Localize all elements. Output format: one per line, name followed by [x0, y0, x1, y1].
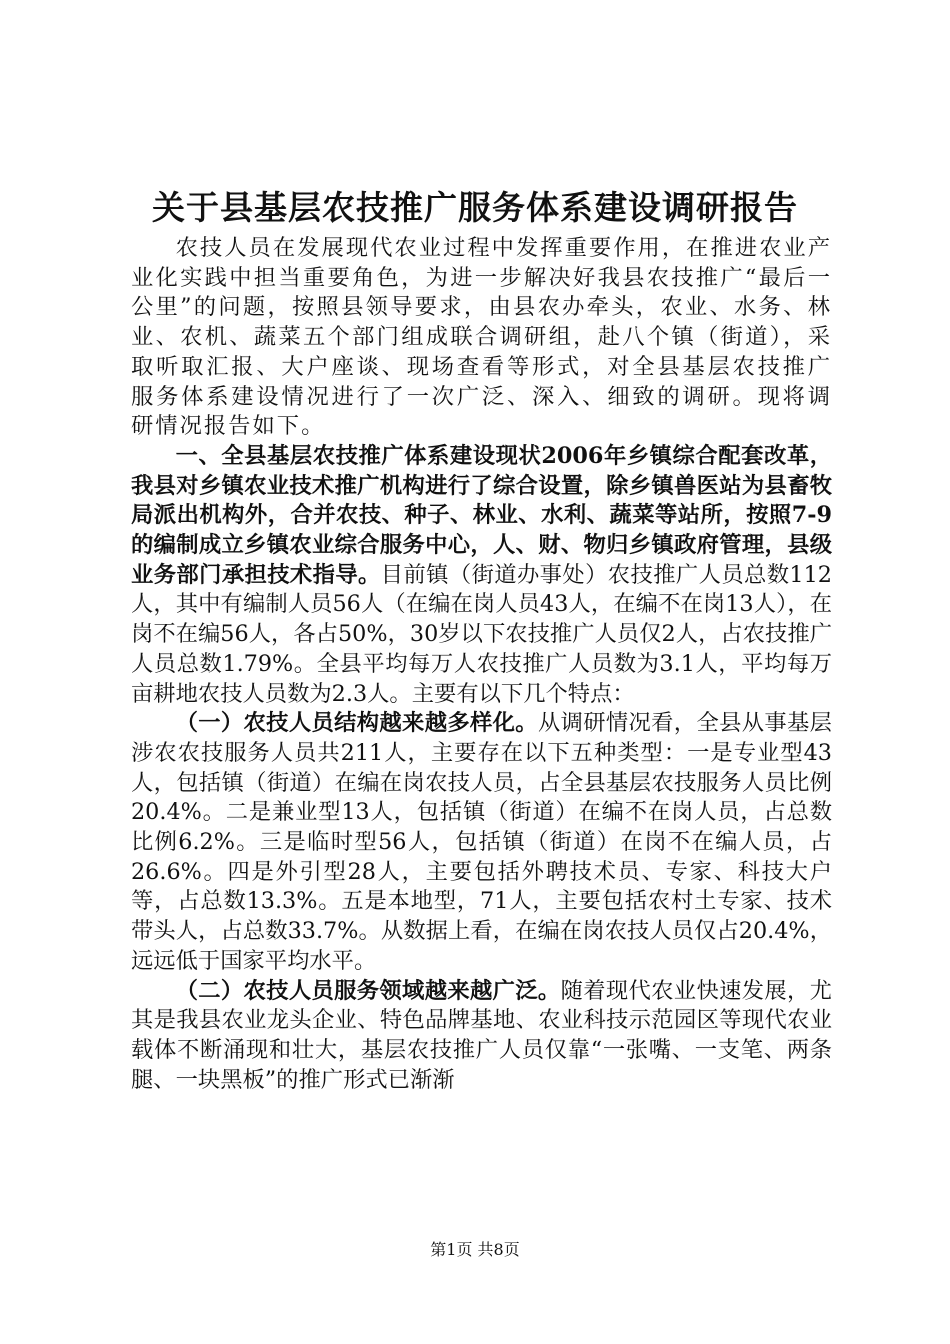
- document-body: [131, 234, 832, 1095]
- point1-paragraph: [131, 709, 832, 976]
- section1-paragraph: [131, 442, 832, 709]
- point1-heading: （一）农技人员结构越来越多样化。: [175, 710, 538, 737]
- intro-paragraph: 农技人员在发展现代农业过程中发挥重要作用，在推进农业产业化实践中担当重要角色，为进一步解决好我县农技推广“最后一公里”的问题，按照县领导要求，由县农办牵头，农业、水务、林业、农机、蔬菜五个部门组成联合调研组，赴八个镇（街道），采取听取汇报、大户座谈、现场查看等形式，对全县基层农技推广服务体系建设情况进行了一次广泛、深入、细致的调研。现将调研情况报告如下。: [131, 235, 832, 440]
- section1-text: 目前镇（街道办事处）农技推广人员总数112人，其中有编制人员56人（在编在岗人员43人，在编不在岗13人），在岗不在编56人，各占50%，30岁以下农技推广人员仅2人，占农技推广人员总数1.79%。全县平均每万人农技推广人员数为3.1人，平均每万亩耕地农技人员数为2.3人。主要有以下几个特点：: [131, 561, 832, 707]
- point2-heading: （二）农技人员服务领域越来越广泛。: [175, 977, 561, 1004]
- document-title: 关于县基层农技推广服务体系建设调研报告: [152, 188, 798, 227]
- point2-paragraph: [131, 977, 832, 1096]
- point1-text: 从调研情况看，全县从事基层涉农农技服务人员共211人，主要存在以下五种类型：一是专业型43人，包括镇（街道）在编在岗农技人员，占全县基层农技服务人员比例20.4%。二是兼业型13人，包括镇（街道）在编不在岗人员，占总数比例6.2%。三是临时型56人，包括镇（街道）在岗不在编人员，占26.6%。四是外引型28人，主要包括外聘技术员、专家、科技大户等，占总数13.3%。五是本地型，71人，主要包括农村土专家、技术带头人，占总数33.7%。从数据上看，在编在岗农技人员仅占20.4%，远远低于国家平均水平。: [131, 710, 832, 974]
- section1-heading: 一、全县基层农技推广体系建设现状: [175, 442, 542, 469]
- point2-text: 随着现代农业快速发展，尤其是我县农业龙头企业、特色品牌基地、农业科技示范园区等现代农业载体不断涌现和壮大，基层农技推广人员仅靠“一张嘴、一支笔、两条腿、一块黑板”的推广形式已渐渐: [131, 977, 832, 1093]
- section1-bold-text: 2006年乡镇综合配套改革，我县对乡镇农业技术推广机构进行了综合设置，除乡镇兽医站为县畜牧局派出机构外，合并农技、种子、林业、水利、蔬菜等站所，按照7-9的编制成立乡镇农业综合服务中心，人、财、物归乡镇政府管理，县级业务部门承担技术指导。: [131, 442, 832, 588]
- page-footer: 第1页 共8页: [430, 1240, 520, 1259]
